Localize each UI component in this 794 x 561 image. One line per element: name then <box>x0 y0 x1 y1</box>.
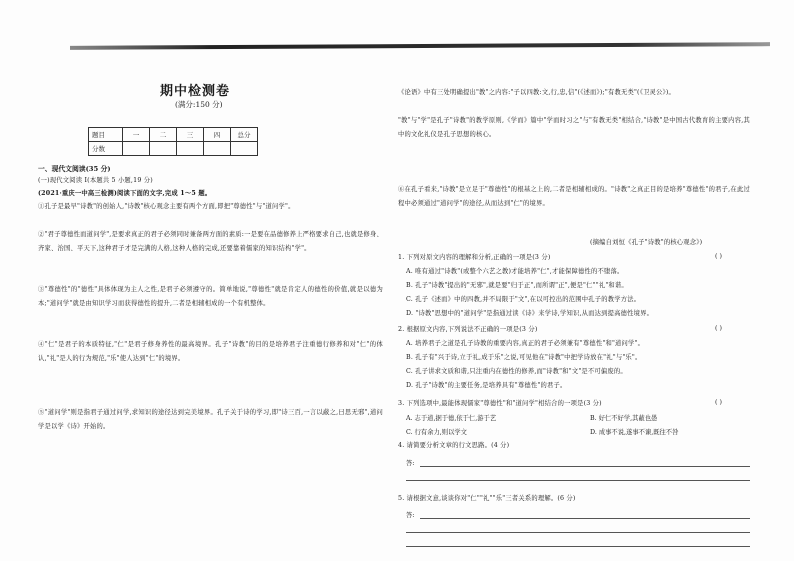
full-score-note: (满分:150 分) <box>175 100 223 109</box>
score-table <box>88 127 258 156</box>
score-cell <box>123 142 150 156</box>
question-stem: 1. 下列对原文内容的理解和分析,正确的一项是(3 分) <box>398 254 551 261</box>
question-option: C. 孔子《述而》中的四教,并不局限于"文",在以可控出的范围中孔子的教学方法。 <box>406 296 641 303</box>
answer-line[interactable] <box>406 532 750 533</box>
passage-paragraph: ②"君子尊德性而道问学",是要求真正的君子必须同时兼备两方面的素质:一是要在品德修养上严格要求自己,也就是修身、齐家、治国、平天下,这种君子才是完满的人格,这种人格的完成,还要靠着儒家的知识结构"学"。 <box>38 231 383 252</box>
score-table-header-row <box>89 128 258 142</box>
question-option: B. 好仁不好学,其蔽也愚 <box>590 415 658 422</box>
score-cell <box>177 142 204 156</box>
passage-paragraph: 《论语》中有三处明确提出"教"之内容:"子以四教:文,行,忠,信"(《述而》);"有教无类"(《卫灵公》)。 <box>398 89 676 96</box>
question-option: B. 孔子有"兴于诗,立于礼,成于乐"之说,可见他在"诗教"中把学诗放在"礼"与"乐"。 <box>406 354 642 361</box>
answer-line[interactable] <box>406 546 750 547</box>
top-rule <box>70 42 770 50</box>
question-option: A. 志于道,据于德,依于仁,游于艺 <box>406 415 497 422</box>
score-cell <box>204 142 231 156</box>
question-stem: 3. 下列选项中,最能体现儒家"尊德性"和"道问学"相结合的一项是(3 分) <box>398 400 602 407</box>
question-stem: 5. 请根据文意,谈谈你对"仁""礼""乐"三者关系的理解。(6 分) <box>398 495 576 502</box>
score-cell: 总分 <box>231 128 258 142</box>
passage-paragraph: ④"仁"是君子的本质特征,"仁"是君子修身养性的最高境界。孔子"诗教"的目的是培养君子注重德行修养和对"仁"的体认,"礼"是人的行为规范,"乐"使人达到"仁"的境界。 <box>38 341 383 362</box>
score-cell: 三 <box>177 128 204 142</box>
passage-paragraph: "教"与"学"是孔子"诗教"的教学原则,《学而》篇中"学而时习之"与"有教无类"相结合,"诗教"是中国古代教育的主要内容,其中的文化礼仪是孔子思想的核心。 <box>398 117 750 138</box>
section-subheading: (一)现代文阅读 I(本题共 5 小题,19 分) <box>38 177 153 184</box>
question-option: D. "诗教"思想中的"道问学"是指通过读《诗》来学诗,学知识,从而达到提高德性境界。 <box>406 310 654 317</box>
question-stem: 4. 请简要分析文章的行文思路。(4 分) <box>398 442 510 449</box>
score-cell: 一 <box>123 128 150 142</box>
score-cell <box>150 142 177 156</box>
question-option: C. 孔子讲求文质和谐,只注重内在德性的修养,而"诗教"和"文"是不可偏废的。 <box>406 368 627 375</box>
answer-line[interactable] <box>406 480 750 481</box>
question-option: C. 行有余力,则以学文 <box>406 429 467 436</box>
score-cell: 分数 <box>89 142 123 156</box>
passage-source: (2021·重庆一中高三检测)阅读下面的文字,完成 1～5 题。 <box>38 190 212 197</box>
question-stem: 2. 根据原文内容,下列说法不正确的一项是(3 分) <box>398 326 538 333</box>
passage-paragraph: ③"尊德性"的"德性"具体体现为主人之性,是君子必须遵守的。简单地说,"尊德性"就是肯定人的德性的价值,就是以德为本;"道问学"就是由知识学习而获得德性的提升,二者是相辅相成的一个有机整体。 <box>38 286 383 307</box>
answer-bracket[interactable]: ( ) <box>715 399 722 406</box>
question-option: D. 成事不说,遂事不谏,既往不咎 <box>590 429 679 436</box>
answer-label: 答: <box>406 512 415 519</box>
passage-paragraph: ⑥在孔子看来,"诗教"是立足于"尊德性"的根基之上的,二者是相辅相成的。"诗教"之真正目的是培养"尊德性"的君子,在此过程中必须通过"道问学"的途径,从而达到"仁"的境界。 <box>398 186 750 207</box>
question-option: B. 孔子"诗教"提出的"无邪",就是要"归于正",而所谓"正",便是"仁""礼"和谐。 <box>406 282 628 289</box>
passage-citation: (摘编自刘恒《孔子"诗教"的核心观念》) <box>590 239 703 246</box>
answer-line[interactable] <box>420 518 750 519</box>
score-cell: 四 <box>204 128 231 142</box>
answer-line[interactable] <box>420 466 750 467</box>
answer-bracket[interactable]: ( ) <box>715 253 722 260</box>
score-table-value-row <box>89 142 258 156</box>
passage-paragraph: ⑤"道问学"则是指君子通过问学,求知识的途径达到完美境界。孔子关于诗的学习,即"诗三百,一言以蔽之,曰思无邪",道问学是以学《诗》开始的。 <box>38 409 383 430</box>
page-title: 期中检测卷 <box>160 84 231 99</box>
answer-bracket[interactable]: ( ) <box>715 325 722 332</box>
score-cell <box>231 142 258 156</box>
question-option: A. 培养君子之道是孔子诗教的重要内容,真正的君子必须兼有"尊德性"和"道问学"。 <box>406 340 645 347</box>
answer-label: 答: <box>406 460 415 467</box>
score-cell: 二 <box>150 128 177 142</box>
score-cell: 题目 <box>89 128 123 142</box>
question-option: D. 孔子"诗教"的主要任务,是培养具有"尊德性"的君子。 <box>406 382 567 389</box>
section-heading: 一、现代文阅读(35 分) <box>38 165 111 173</box>
passage-paragraph: ①孔子是最早"诗教"的创始人,"诗教"核心观念主要有两个方面,即把"尊德性"与"道问学"。 <box>38 203 295 210</box>
question-option: A. 唯有通过"诗教"(或整个六艺之教)才能培养"仁",才能保障德性的不堕落。 <box>406 268 624 275</box>
